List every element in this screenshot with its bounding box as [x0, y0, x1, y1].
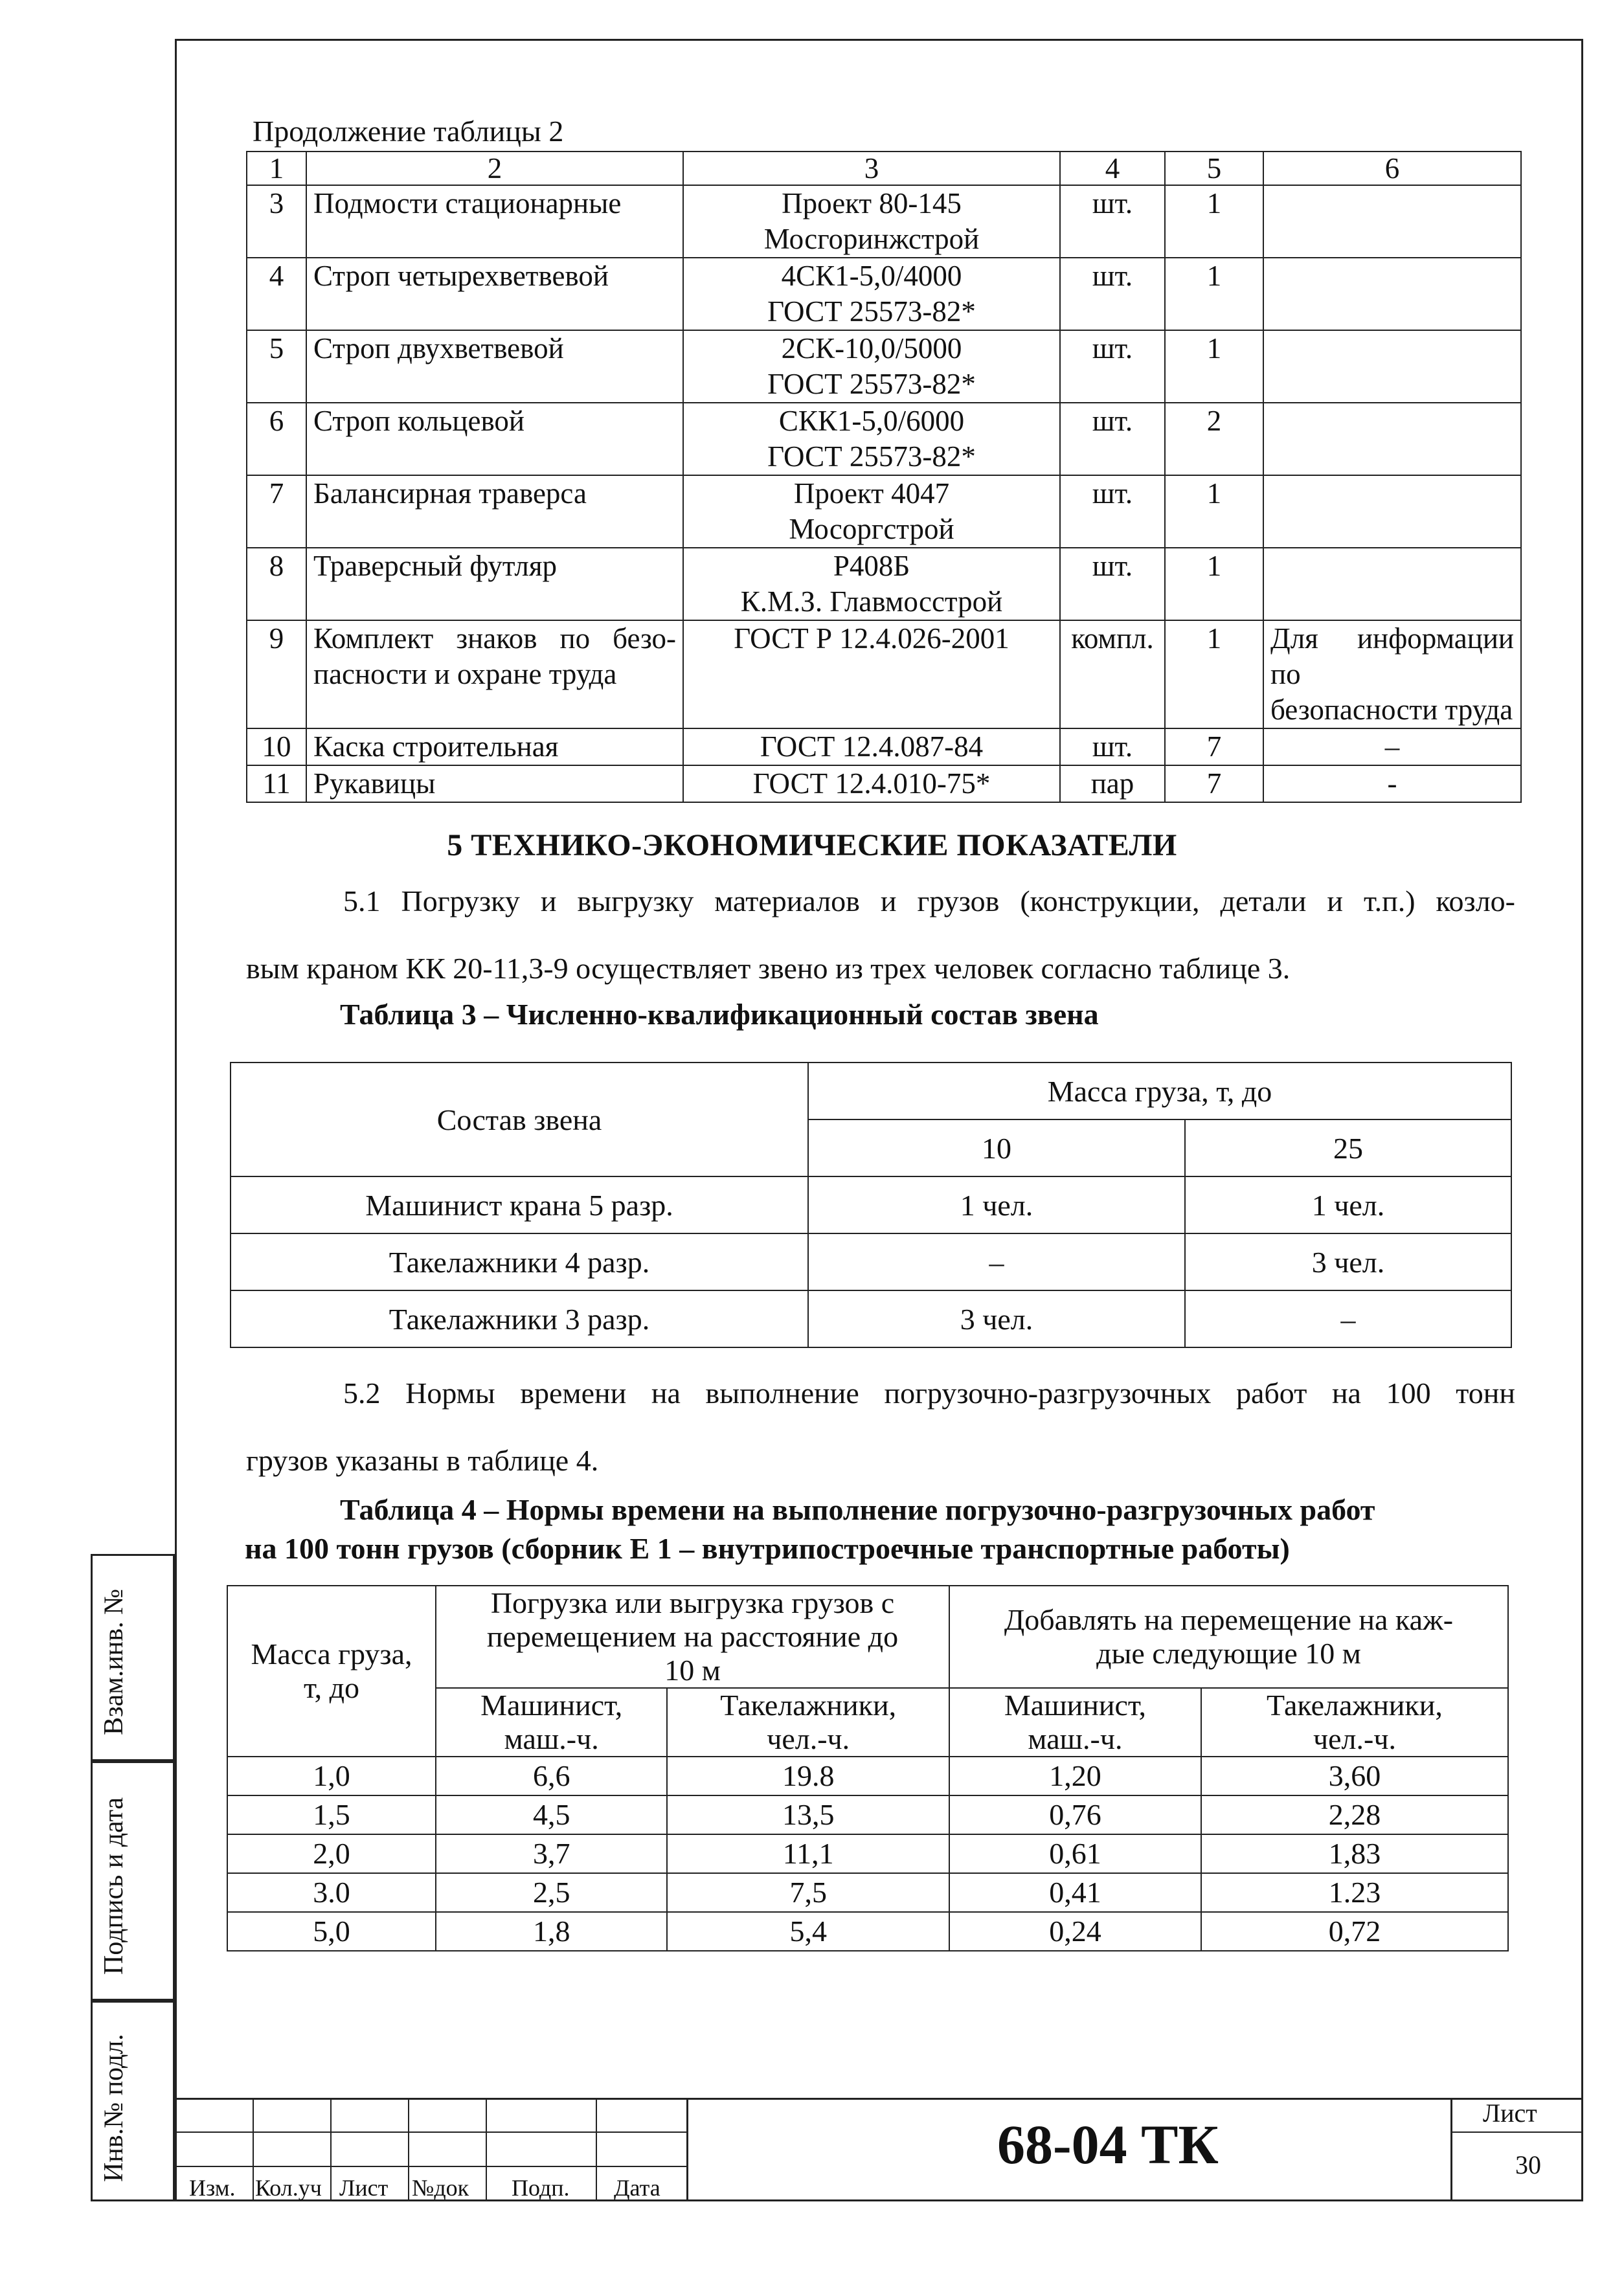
cell-line: безопасности труда	[1270, 693, 1513, 726]
table2-cell-name	[306, 728, 683, 765]
table2-cell-qty: 2	[1165, 403, 1263, 475]
table2-header-cell: 4	[1060, 152, 1165, 185]
table3-cell: –	[808, 1233, 1185, 1290]
cell-line: СКК1-5,0/6000	[778, 405, 965, 437]
table2-cell-number: 7	[247, 475, 306, 548]
stamp-vzam-label: Взам.инв. №	[99, 1588, 129, 1735]
table2-cell-unit: шт.	[1060, 728, 1165, 765]
table2-header-row	[247, 152, 1521, 185]
table2-cell-document	[683, 258, 1060, 330]
table-row	[227, 1757, 1508, 1795]
table3-cell: Машинист крана 5 разр.	[231, 1176, 808, 1233]
table4-cell: 19.8	[667, 1757, 949, 1795]
table2-header-cell: 6	[1263, 152, 1521, 185]
table-row	[247, 765, 1521, 802]
table2-cell-note	[1263, 330, 1521, 403]
table2-cell-unit: пар	[1060, 765, 1165, 802]
table4-cell: 1,5	[227, 1795, 436, 1834]
table3-cell: –	[1185, 1290, 1511, 1347]
table2-cell-note	[1263, 258, 1521, 330]
cell-line: чел.-ч.	[767, 1722, 850, 1755]
table2-cell-name	[306, 548, 683, 620]
table2-cell-note	[1263, 475, 1521, 548]
table3-subheader: 10	[808, 1119, 1185, 1176]
cell-line: -	[1387, 767, 1397, 800]
paragraph-5-1-line2: вым краном КК 20-11,3-9 осуществляет звено из трех человек согласно таблице 3.	[246, 952, 1291, 985]
title-block-label: №док	[412, 2175, 469, 2201]
table4-header-loading	[436, 1586, 949, 1688]
table2-cell-qty: 1	[1165, 330, 1263, 403]
title-block-label: Кол.уч	[255, 2175, 322, 2201]
table2-cell-qty: 7	[1165, 765, 1263, 802]
sheet-label: Лист	[1483, 2098, 1537, 2128]
table2-cell-document	[683, 765, 1060, 802]
table2-cell-document	[683, 185, 1060, 258]
table2-cell-unit: шт.	[1060, 548, 1165, 620]
table2	[246, 151, 1522, 803]
table4-cell: 3,7	[436, 1834, 667, 1873]
table-row	[247, 620, 1521, 728]
table4-cell: 1.23	[1201, 1873, 1508, 1912]
table3-header-mass: Масса груза, т, до	[808, 1063, 1511, 1119]
table4-subheader-cell	[436, 1688, 667, 1757]
table3-header-composition: Состав звена	[231, 1063, 808, 1176]
table2-cell-number: 11	[247, 765, 306, 802]
table2-cell-note	[1263, 548, 1521, 620]
table2-cell-unit: шт.	[1060, 475, 1165, 548]
table4-cell: 13,5	[667, 1795, 949, 1834]
table2-cell-document	[683, 330, 1060, 403]
table-row	[227, 1795, 1508, 1834]
table-row	[227, 1873, 1508, 1912]
paragraph-5-1-line1: 5.1 Погрузку и выгрузку материалов и грузов (конструкции, детали и т.п.) козло-	[343, 884, 1515, 917]
table3-caption: Таблица 3 – Численно-квалификационный состав звена	[340, 998, 1099, 1031]
table4-header-mass-line: т, до	[303, 1671, 360, 1704]
cell-line: пасности и охране труда	[313, 658, 617, 690]
stamp-inv-label: Инв.№ подл.	[99, 2034, 129, 2182]
cell-line: Строп кольцевой	[313, 405, 525, 437]
document-code: 68-04 ТК	[997, 2113, 1219, 2176]
table2-cell-qty: 1	[1165, 620, 1263, 728]
paragraph-5-2-line2: грузов указаны в таблице 4.	[246, 1444, 599, 1477]
table4-cell: 1,8	[436, 1912, 667, 1951]
table-row	[247, 258, 1521, 330]
table2-cell-name	[306, 403, 683, 475]
cell-line: Балансирная траверса	[313, 477, 587, 510]
table2-cell-note	[1263, 403, 1521, 475]
table3	[230, 1062, 1512, 1348]
table4-header-loading-line: 10 м	[664, 1654, 721, 1687]
table2-cell-unit: шт.	[1060, 403, 1165, 475]
cell-line: Каска строительная	[313, 730, 559, 763]
table2-cell-name	[306, 765, 683, 802]
table4-subheader-cell	[1201, 1688, 1508, 1757]
table2-cell-document	[683, 728, 1060, 765]
table4-cell: 5,4	[667, 1912, 949, 1951]
table2-cell-qty: 7	[1165, 728, 1263, 765]
cell-line: Мосоргстрой	[789, 513, 954, 545]
table4-cell: 4,5	[436, 1795, 667, 1834]
table2-cell-unit: шт.	[1060, 330, 1165, 403]
table-row	[247, 475, 1521, 548]
cell-line: маш.-ч.	[504, 1722, 599, 1755]
table4-cell: 1,0	[227, 1757, 436, 1795]
table2-cell-qty: 1	[1165, 258, 1263, 330]
table2-header-cell: 2	[306, 152, 683, 185]
table4-caption-line2: на 100 тонн грузов (сборник Е 1 – внутрипостроечные транспортные работы)	[245, 1532, 1290, 1565]
title-block-label: Лист	[339, 2175, 389, 2201]
table4-cell: 0,41	[949, 1873, 1201, 1912]
table4-cell: 7,5	[667, 1873, 949, 1912]
table2-cell-name	[306, 258, 683, 330]
table2-cell-name	[306, 620, 683, 728]
table-row	[231, 1290, 1511, 1347]
table3-cell: 3 чел.	[808, 1290, 1185, 1347]
cell-line: Для информации по	[1270, 622, 1514, 690]
sheet-number: 30	[1515, 2150, 1541, 2179]
table2-cell-note	[1263, 620, 1521, 728]
cell-line: Комплект знаков по безо-	[313, 622, 676, 655]
table4-cell: 0,72	[1201, 1912, 1508, 1951]
cell-line: Такелажники,	[720, 1689, 897, 1722]
table4-cell: 0,61	[949, 1834, 1201, 1873]
table4-cell: 11,1	[667, 1834, 949, 1873]
table2-cell-note	[1263, 185, 1521, 258]
table-row	[227, 1912, 1508, 1951]
table4-caption-line1: Таблица 4 – Нормы времени на выполнение погрузочно-разгрузочных работ	[340, 1493, 1375, 1526]
table4-header-loading-line: Погрузка или выгрузка грузов с	[490, 1586, 895, 1619]
paragraph-5-2	[246, 1360, 1515, 1494]
cell-line: Строп четырехветвевой	[313, 260, 609, 292]
table-row	[247, 728, 1521, 765]
table4-cell: 5,0	[227, 1912, 436, 1951]
paragraph-5-1	[246, 868, 1515, 1002]
table2-cell-unit: компл.	[1060, 620, 1165, 728]
table3-cell: 1 чел.	[808, 1176, 1185, 1233]
cell-line: чел.-ч.	[1313, 1722, 1396, 1755]
table2-cell-note	[1263, 765, 1521, 802]
paragraph-5-2-line1: 5.2 Нормы времени на выполнение погрузочно-разгрузочных работ на 100 тонн	[343, 1377, 1515, 1410]
cell-line: ГОСТ 25573-82*	[767, 295, 976, 328]
table-row	[247, 185, 1521, 258]
cell-line: Такелажники,	[1267, 1689, 1443, 1722]
table4-cell: 2,0	[227, 1834, 436, 1873]
table4-cell: 3,60	[1201, 1757, 1508, 1795]
table3-cell: Такелажники 3 разр.	[231, 1290, 808, 1347]
table2-cell-number: 6	[247, 403, 306, 475]
cell-line: 2СК-10,0/5000	[781, 332, 962, 365]
cell-line: Рукавицы	[313, 767, 436, 800]
table2-caption: Продолжение таблицы 2	[253, 115, 564, 148]
table4-header-additional-line: Добавлять на перемещение на каж-	[1004, 1603, 1454, 1636]
table2-cell-qty: 1	[1165, 548, 1263, 620]
table-row	[231, 1233, 1511, 1290]
cell-line: Проект 80-145	[782, 187, 962, 219]
table2-cell-number: 9	[247, 620, 306, 728]
table4-subheader-cell	[667, 1688, 949, 1757]
table4-cell: 1,83	[1201, 1834, 1508, 1873]
cell-line: –	[1384, 730, 1400, 763]
table3-subheader: 25	[1185, 1119, 1511, 1176]
table4-subheader-cell	[949, 1688, 1201, 1757]
table2-header-cell: 3	[683, 152, 1060, 185]
section-title: 5 ТЕХНИКО-ЭКОНОМИЧЕСКИЕ ПОКАЗАТЕЛИ	[447, 828, 1177, 862]
cell-line: Проект 4047	[793, 477, 950, 510]
cell-line: 4СК1-5,0/4000	[781, 260, 962, 292]
table2-cell-number: 5	[247, 330, 306, 403]
table2-cell-note	[1263, 728, 1521, 765]
table2-cell-unit: шт.	[1060, 258, 1165, 330]
table-row	[247, 403, 1521, 475]
cell-line: Траверсный футляр	[313, 550, 558, 582]
table-row	[227, 1834, 1508, 1873]
cell-line: ГОСТ Р 12.4.026-2001	[734, 622, 1009, 655]
table2-cell-document	[683, 548, 1060, 620]
table4-cell: 0,76	[949, 1795, 1201, 1834]
table-row	[247, 330, 1521, 403]
table4-cell: 2,28	[1201, 1795, 1508, 1834]
table4-header-loading-line: перемещением на расстояние до	[486, 1620, 899, 1653]
table4-cell: 3.0	[227, 1873, 436, 1912]
table4-cell: 0,24	[949, 1912, 1201, 1951]
table3-cell: 1 чел.	[1185, 1176, 1511, 1233]
table4-header-mass	[227, 1586, 436, 1757]
table2-cell-name	[306, 185, 683, 258]
table-row	[247, 548, 1521, 620]
cell-line: Подмости стационарные	[313, 187, 622, 219]
cell-line: Р408Б	[833, 550, 910, 582]
cell-line: Машинист,	[1004, 1689, 1147, 1722]
table4-header-additional-line: дые следующие 10 м	[1096, 1637, 1361, 1670]
table2-header-cell: 5	[1165, 152, 1263, 185]
table2-cell-unit: шт.	[1060, 185, 1165, 258]
cell-line: Мосгоринжстрой	[763, 223, 980, 255]
table2-cell-document	[683, 403, 1060, 475]
table3-cell: 3 чел.	[1185, 1233, 1511, 1290]
table2-cell-number: 3	[247, 185, 306, 258]
cell-line: Машинист,	[480, 1689, 623, 1722]
table2-cell-qty: 1	[1165, 185, 1263, 258]
cell-line: Строп двухветвевой	[313, 332, 564, 365]
table2-cell-number: 8	[247, 548, 306, 620]
cell-line: ГОСТ 25573-82*	[767, 440, 976, 473]
table2-cell-name	[306, 475, 683, 548]
table2-header-cell: 1	[247, 152, 306, 185]
table4-header-additional	[949, 1586, 1508, 1688]
stamp-podpis-label: Подпись и дата	[99, 1797, 129, 1975]
title-block-label: Дата	[614, 2175, 660, 2201]
table4-cell: 1,20	[949, 1757, 1201, 1795]
table2-cell-number: 4	[247, 258, 306, 330]
table-row	[231, 1176, 1511, 1233]
table2-cell-qty: 1	[1165, 475, 1263, 548]
cell-line: К.М.З. Главмосстрой	[740, 585, 1003, 618]
cell-line: ГОСТ 12.4.087-84	[760, 730, 984, 763]
title-block-label: Изм.	[189, 2175, 236, 2201]
table4-cell: 6,6	[436, 1757, 667, 1795]
table4-cell: 2,5	[436, 1873, 667, 1912]
table3-cell: Такелажники 4 разр.	[231, 1233, 808, 1290]
cell-line: ГОСТ 12.4.010-75*	[752, 767, 991, 800]
title-block-label: Подп.	[512, 2175, 570, 2201]
table4	[227, 1585, 1509, 1951]
table2-cell-document	[683, 620, 1060, 728]
table2-cell-name	[306, 330, 683, 403]
table2-cell-number: 10	[247, 728, 306, 765]
cell-line: маш.-ч.	[1028, 1722, 1123, 1755]
cell-line: ГОСТ 25573-82*	[767, 368, 976, 400]
table4-header-mass-line: Масса груза,	[251, 1637, 412, 1670]
table2-cell-document	[683, 475, 1060, 548]
